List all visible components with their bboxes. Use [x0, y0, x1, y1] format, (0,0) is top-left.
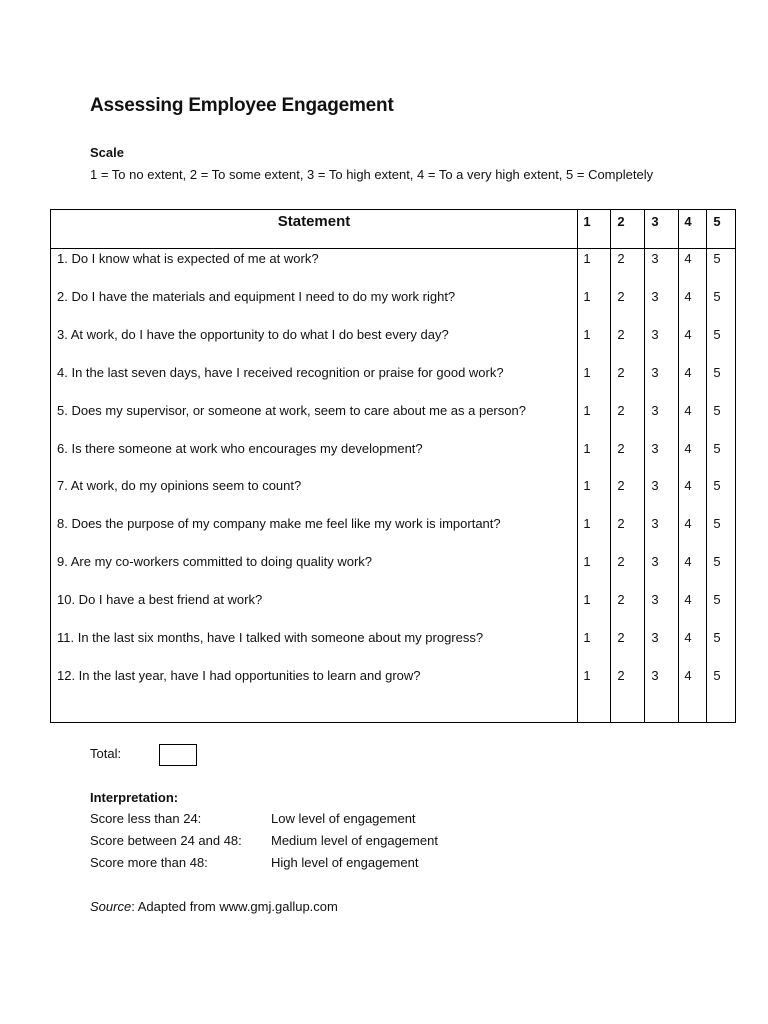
table-row	[51, 327, 735, 347]
table-row	[51, 478, 735, 498]
score-option-5[interactable]: 5	[713, 441, 721, 456]
score-option-3[interactable]: 3	[651, 403, 659, 418]
score-header-2: 2	[617, 214, 625, 229]
table-row	[51, 668, 735, 688]
source-line	[90, 899, 338, 914]
score-header-3: 3	[651, 214, 659, 229]
score-option-3[interactable]: 3	[651, 289, 659, 304]
score-option-5[interactable]: 5	[713, 630, 721, 645]
score-option-1[interactable]: 1	[583, 251, 591, 266]
table-row	[51, 289, 735, 309]
score-option-5[interactable]: 5	[713, 478, 721, 493]
engagement-level: Low level of engagement	[271, 811, 416, 826]
score-option-4[interactable]: 4	[684, 251, 692, 266]
statement-text: 1. Do I know what is expected of me at work?	[57, 251, 319, 266]
source-text: : Adapted from www.gmj.gallup.com	[131, 899, 338, 914]
score-option-4[interactable]: 4	[684, 289, 692, 304]
score-range: Score more than 48:	[90, 855, 208, 870]
engagement-level: Medium level of engagement	[271, 833, 438, 848]
score-option-3[interactable]: 3	[651, 668, 659, 683]
score-option-1[interactable]: 1	[583, 289, 591, 304]
interpretation-heading: Interpretation:	[90, 790, 179, 805]
score-option-1[interactable]: 1	[583, 441, 591, 456]
score-option-1[interactable]: 1	[583, 630, 591, 645]
engagement-level: High level of engagement	[271, 855, 419, 870]
score-option-3[interactable]: 3	[651, 516, 659, 531]
score-option-4[interactable]: 4	[684, 516, 692, 531]
statement-text: 10. Do I have a best friend at work?	[57, 592, 263, 607]
score-range: Score less than 24:	[90, 811, 202, 826]
score-option-5[interactable]: 5	[713, 516, 721, 531]
score-option-5[interactable]: 5	[713, 365, 721, 380]
score-option-5[interactable]: 5	[713, 554, 721, 569]
table-row	[51, 516, 735, 536]
score-option-2[interactable]: 2	[617, 516, 625, 531]
score-option-3[interactable]: 3	[651, 478, 659, 493]
score-option-4[interactable]: 4	[684, 554, 692, 569]
statement-text: 5. Does my supervisor, or someone at work, seem to care about me as a person?	[57, 403, 526, 418]
score-option-2[interactable]: 2	[617, 365, 625, 380]
score-range: Score between 24 and 48:	[90, 833, 242, 848]
score-option-2[interactable]: 2	[617, 592, 625, 607]
table-row	[51, 403, 735, 423]
score-option-1[interactable]: 1	[583, 403, 591, 418]
statement-text: 3. At work, do I have the opportunity to do what I do best every day?	[57, 327, 449, 342]
score-option-4[interactable]: 4	[684, 592, 692, 607]
score-option-5[interactable]: 5	[713, 327, 721, 342]
score-option-5[interactable]: 5	[713, 251, 721, 266]
score-option-3[interactable]: 3	[651, 441, 659, 456]
statement-text: 12. In the last year, have I had opportunities to learn and grow?	[57, 668, 421, 683]
score-option-4[interactable]: 4	[684, 365, 692, 380]
score-option-5[interactable]: 5	[713, 668, 721, 683]
score-option-3[interactable]: 3	[651, 365, 659, 380]
score-option-5[interactable]: 5	[713, 403, 721, 418]
score-header-1: 1	[583, 214, 591, 229]
statement-text: 8. Does the purpose of my company make me feel like my work is important?	[57, 516, 501, 531]
score-option-1[interactable]: 1	[583, 554, 591, 569]
table-row	[51, 592, 735, 612]
page-title: Assessing Employee Engagement	[90, 95, 394, 116]
total-label: Total:	[90, 746, 122, 761]
table-row	[51, 554, 735, 574]
statement-text: 2. Do I have the materials and equipment I need to do my work right?	[57, 289, 456, 304]
score-option-5[interactable]: 5	[713, 592, 721, 607]
table-row	[51, 630, 735, 650]
score-option-2[interactable]: 2	[617, 403, 625, 418]
score-option-1[interactable]: 1	[583, 365, 591, 380]
score-option-2[interactable]: 2	[617, 478, 625, 493]
score-option-2[interactable]: 2	[617, 668, 625, 683]
score-option-2[interactable]: 2	[617, 554, 625, 569]
source-label: Source	[90, 899, 132, 914]
score-option-4[interactable]: 4	[684, 327, 692, 342]
score-option-2[interactable]: 2	[617, 630, 625, 645]
score-header-5: 5	[713, 214, 721, 229]
table-row	[51, 251, 735, 271]
total-input[interactable]	[159, 744, 197, 766]
score-option-1[interactable]: 1	[583, 478, 591, 493]
score-option-3[interactable]: 3	[651, 327, 659, 342]
statement-text: 7. At work, do my opinions seem to count?	[57, 478, 302, 493]
score-option-4[interactable]: 4	[684, 441, 692, 456]
score-option-4[interactable]: 4	[684, 668, 692, 683]
score-option-3[interactable]: 3	[651, 554, 659, 569]
score-option-3[interactable]: 3	[651, 630, 659, 645]
score-option-4[interactable]: 4	[684, 478, 692, 493]
score-option-4[interactable]: 4	[684, 403, 692, 418]
score-option-1[interactable]: 1	[583, 327, 591, 342]
score-option-2[interactable]: 2	[617, 327, 625, 342]
engagement-table	[50, 209, 736, 723]
score-option-1[interactable]: 1	[583, 592, 591, 607]
score-option-5[interactable]: 5	[713, 289, 721, 304]
statement-text: 9. Are my co-workers committed to doing quality work?	[57, 554, 373, 569]
table-row	[51, 441, 735, 461]
table-row	[51, 365, 735, 385]
score-option-4[interactable]: 4	[684, 630, 692, 645]
scale-text: 1 = To no extent, 2 = To some extent, 3 = To high extent, 4 = To a very high extent, 5 = Completely	[90, 167, 654, 182]
header-divider	[51, 248, 735, 249]
statement-header: Statement	[277, 213, 351, 230]
score-option-1[interactable]: 1	[583, 668, 591, 683]
statement-text: 6. Is there someone at work who encourages my development?	[57, 441, 423, 456]
score-option-3[interactable]: 3	[651, 251, 659, 266]
scale-heading: Scale	[90, 145, 124, 160]
statement-text: 11. In the last six months, have I talked with someone about my progress?	[57, 630, 484, 645]
statement-text: 4. In the last seven days, have I received recognition or praise for good work?	[57, 365, 504, 380]
score-option-2[interactable]: 2	[617, 289, 625, 304]
score-option-3[interactable]: 3	[651, 592, 659, 607]
score-option-1[interactable]: 1	[583, 516, 591, 531]
score-header-4: 4	[684, 214, 692, 229]
score-option-2[interactable]: 2	[617, 441, 625, 456]
score-option-2[interactable]: 2	[617, 251, 625, 266]
